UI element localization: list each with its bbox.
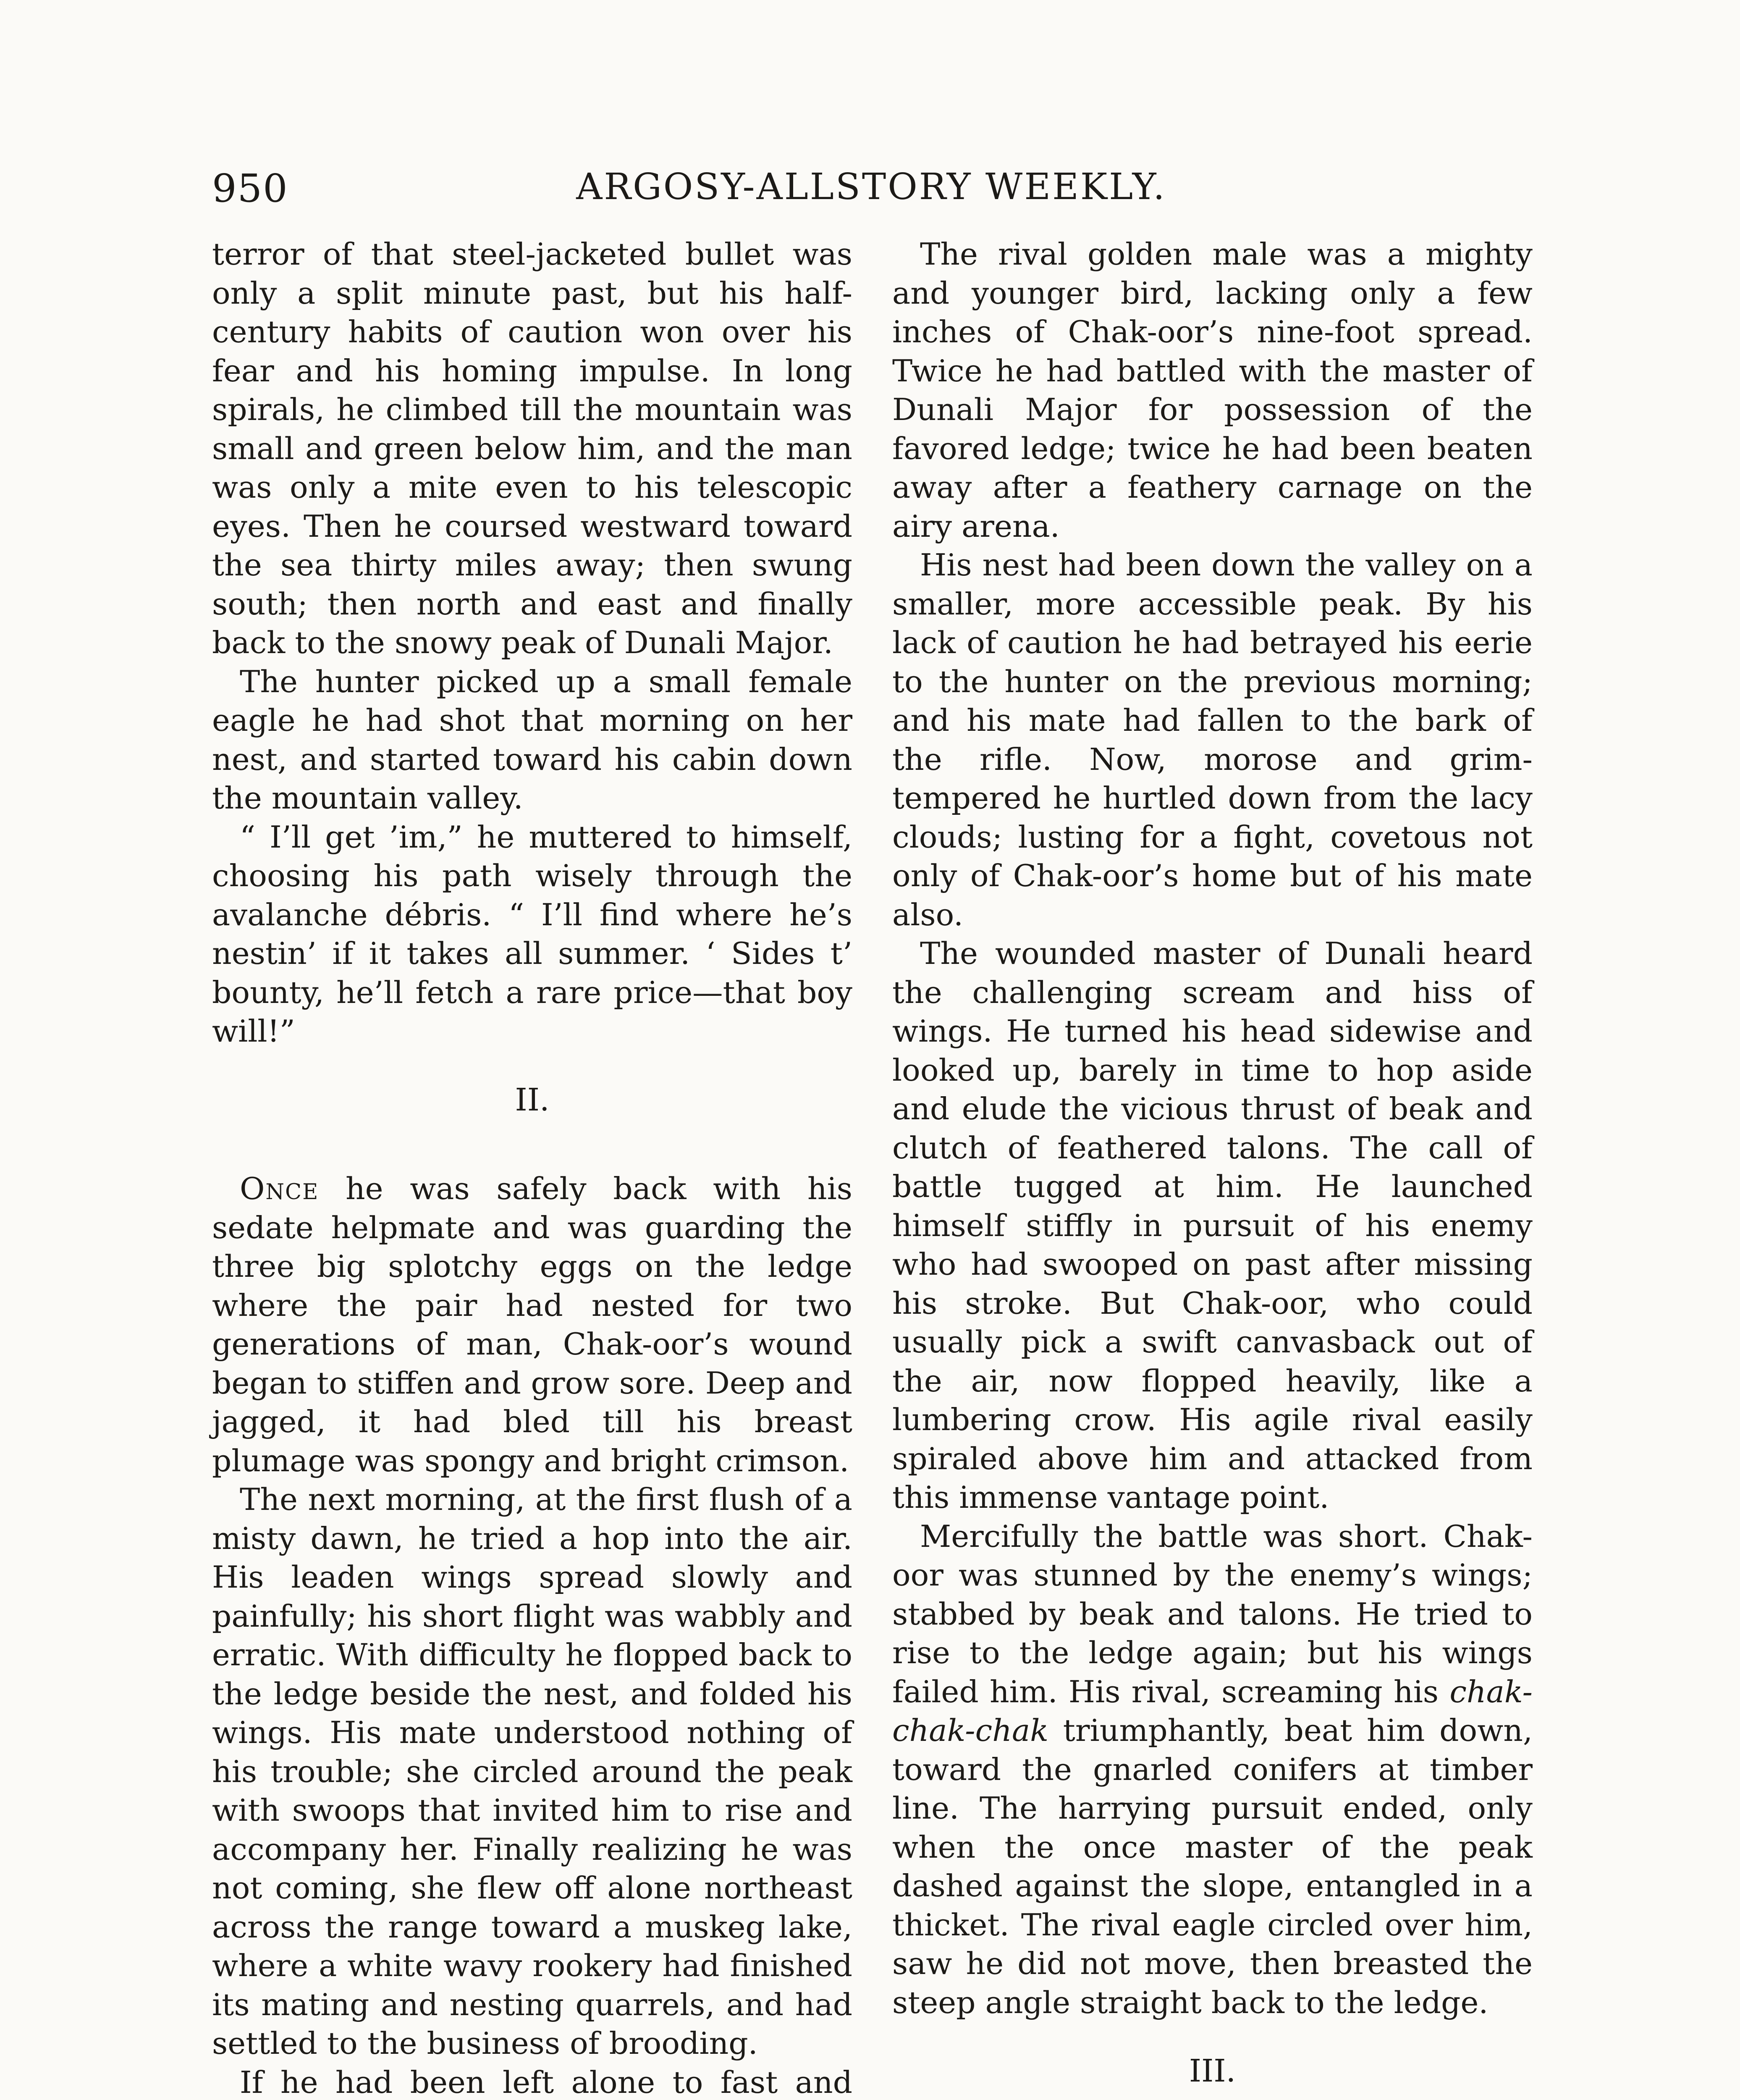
section-heading-iii: III. (1189, 2053, 1236, 2089)
paragraph: “ I’ll get ’im,” he muttered to himself, choosing his path wisely through the avalanche débris. “ I’ll find where he’s nestin’ if it takes all summer. ‘ Sides t’ bounty, he’ll fetch a rare price—that boy will!” (212, 819, 852, 1049)
left-column (212, 235, 852, 2100)
right-column (892, 235, 1533, 2100)
page-header (212, 166, 1530, 225)
paragraph (892, 1517, 1533, 2023)
paragraph: The next morning, at the first flush of a misty dawn, he tried a hop into the air. His leaden wings spread slowly and painfully; his short flight was wabbly and erratic. With difficulty he flopped back to the ledge beside the nest, and folded his wings. His mate understood nothing of his trouble; she circled around the peak with swoops that invited him to rise and accompany her. Finally realizing he was not coming, she flew off alone northeast across the range toward a muskeg lake, where a white wavy rookery had finished its mating and nesting quarrels, and had settled to the business of brooding. (212, 1482, 852, 2061)
running-head: ARGOSY-ALLSTORY WEEKLY. (576, 166, 1166, 208)
section-heading-ii: II. (515, 1082, 550, 1118)
page-number: 950 (212, 166, 288, 211)
paragraph: The hunter picked up a small female eagle he had shot that morning on her nest, and started toward his cabin down the mountain valley. (212, 664, 852, 816)
drop-word: Once (240, 1171, 319, 1207)
paragraph: The wounded master of Dunali heard the challenging scream and hiss of wings. He turned his head sidewise and looked up, barely in time to hop aside and elude the vicious thrust of beak and clutch of feathered talons. The call of battle tugged at him. He launched himself stiffly in pursuit of his enemy who had swooped on past after missing his stroke. But Chak-oor, who could usually pick a swift canvasback out of the air, now flopped heavily, like a lumbering crow. His agile rival easily spiraled above him and attacked from this immense vantage point. (892, 936, 1533, 1515)
paragraph: The rival golden male was a mighty and younger bird, lacking only a few inches of Chak-oor’s nine-foot spread. Twice he had battled with the master of Dunali Major for possession of the favored ledge; twice he had been beaten away after a feathery carnage on the airy arena. (892, 237, 1533, 544)
paragraph: If he had been left alone to fast and (240, 2065, 852, 2100)
paragraph-text: he was safely back with his sedate helpmate and was guarding the three big splotchy eggs on the ledge where the pair had nested for two generations of man, Chak-oor’s wound began to stiffen and grow sore. Deep and jagged, it had bled till his breast plumage was spongy and bright crimson. (212, 1171, 852, 1479)
paragraph (212, 1170, 852, 1480)
paragraph-text: Mercifully the battle was short. Chak-oor was stunned by the enemy’s wings; stabbed by beak and talons. He tried to rise to the ledge again; but his wings failed him. His rival, screaming his (892, 1519, 1533, 1710)
paragraph-text: triumphantly, beat him down, toward the gnarled conifers at timber line. The harrying pursuit ended, only when the once master of the peak dashed against the slope, entangled in a thicket. The rival eagle circled over him, saw he did not move, then breasted the steep angle straight back to the ledge. (892, 1713, 1533, 2021)
paragraph: His nest had been down the valley on a smaller, more accessible peak. By his lack of caution he had betrayed his eerie to the hunter on the previous morning; and his mate had fallen to the bark of the rifle. Now, morose and grim-tempered he hurtled down from the lacy clouds; lusting for a fight, covetous not only of Chak-oor’s home but of his mate also. (892, 548, 1533, 933)
italic-cry: chak-chak-chak (892, 1674, 1533, 1748)
paragraph: terror of that steel-jacketed bullet was only a split minute past, but his half-century habits of caution won over his fear and his homing impulse. In long spirals, he climbed till the mountain was small and green below him, and the man was only a mite even to his telescopic eyes. Then he coursed westward toward the sea thirty miles away; then swung south; then north and east and finally back to the snowy peak of Dunali Major. (212, 237, 852, 661)
